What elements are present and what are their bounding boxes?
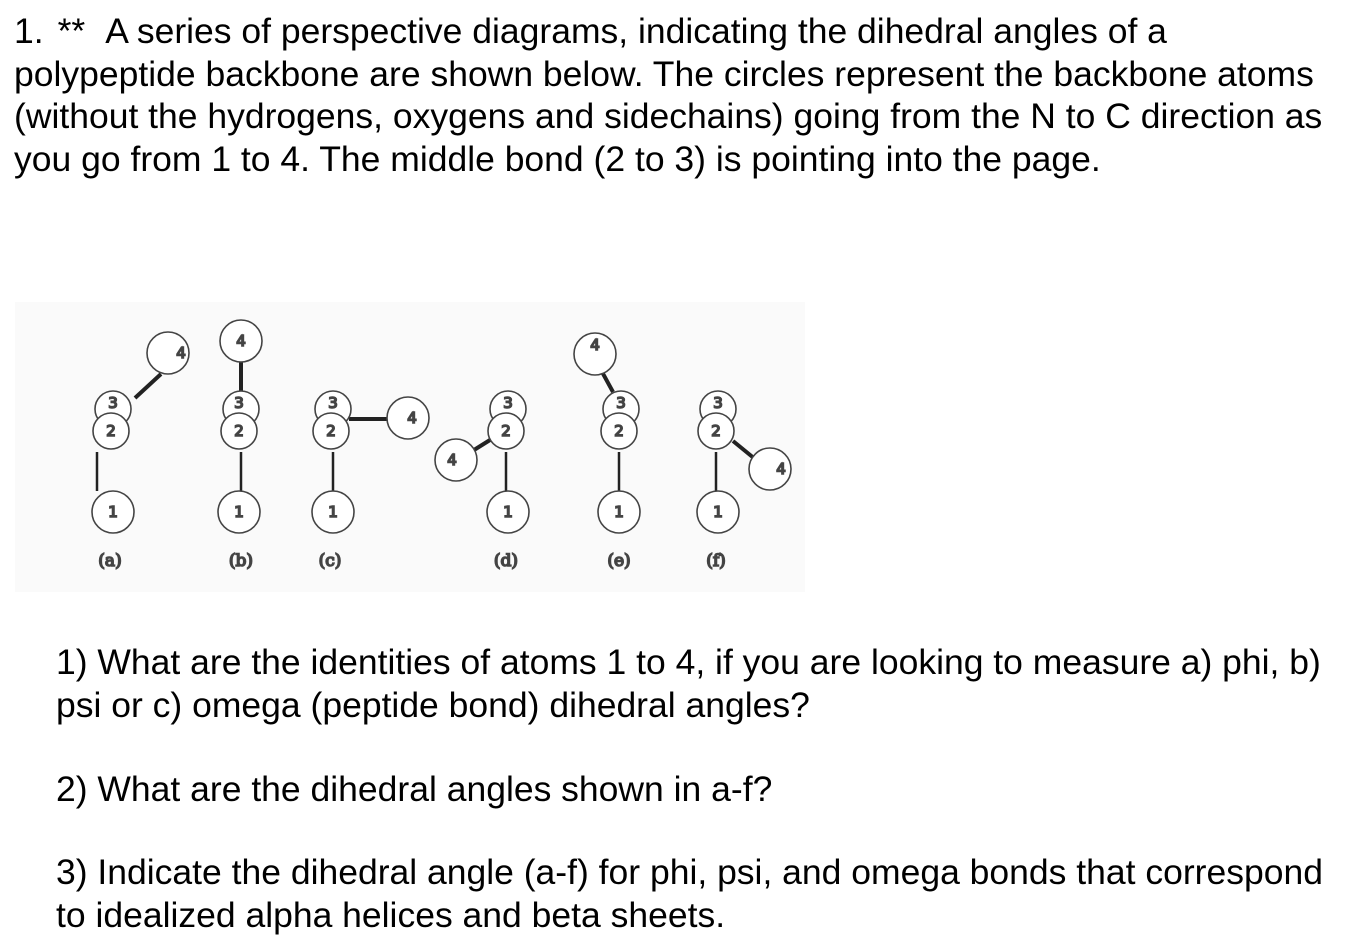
difficulty-stars: **	[57, 11, 86, 51]
panel-label-c: (c)	[318, 551, 342, 571]
atom-label-3: 3	[328, 394, 338, 412]
atom-label-1: 1	[614, 503, 624, 521]
atom-label-1: 1	[503, 503, 513, 521]
atom-label-1: 1	[328, 503, 338, 521]
panel-label-b: (b)	[228, 551, 254, 571]
bond-3-4-f	[733, 441, 755, 459]
question-2: 2) What are the dihedral angles shown in a-f?	[56, 769, 773, 809]
problem-intro: A series of perspective diagrams, indicating the dihedral angles of a polypeptide backbone are shown below. The circles represent the backbone atoms (without the hydrogens, oxygens and sidechains) going from the N to C direction as you go from 1 to 4. The middle bond (2 to 3) is pointing into the page.	[14, 11, 1323, 179]
atom-label-2: 2	[106, 422, 116, 440]
diagram-f	[697, 391, 791, 571]
atom-label-1: 1	[713, 503, 723, 521]
atom-label-2: 2	[711, 422, 721, 440]
atom-label-4: 4	[236, 332, 246, 350]
dihedral-diagrams-svg	[15, 302, 805, 592]
diagram-d	[435, 391, 529, 571]
atom-label-3: 3	[616, 394, 626, 412]
diagram-b	[218, 320, 262, 571]
atom-label-4: 4	[776, 460, 786, 478]
panel-label-e: (e)	[607, 551, 631, 571]
atom-label-1: 1	[108, 503, 118, 521]
atom-label-2: 2	[234, 422, 244, 440]
diagram-c	[312, 391, 429, 571]
diagram-a	[92, 332, 189, 571]
atom-label-2: 2	[614, 422, 624, 440]
panel-label-a: (a)	[98, 551, 122, 571]
atom-label-4: 4	[407, 409, 417, 427]
bond-3-4-a	[135, 374, 161, 398]
atom-label-3: 3	[234, 394, 244, 412]
question-1: 1) What are the identities of atoms 1 to 4, if you are looking to measure a) phi, b) psi or c) omega (peptide bond) dihedral angles?	[56, 642, 1321, 725]
atom-label-3: 3	[108, 394, 118, 412]
problem-statement	[14, 10, 1334, 180]
dihedral-diagrams-figure	[15, 302, 805, 592]
atom-label-4: 4	[590, 336, 600, 354]
panel-label-d: (d)	[493, 551, 519, 571]
atom-label-3: 3	[713, 394, 723, 412]
panel-label-f: (f)	[706, 551, 726, 571]
problem-number: 1.	[14, 11, 44, 51]
atom-label-2: 2	[326, 422, 336, 440]
atom-label-3: 3	[503, 394, 513, 412]
atom-label-2: 2	[501, 422, 511, 440]
atom-label-1: 1	[234, 503, 244, 521]
diagram-e	[574, 333, 640, 571]
atom-label-4: 4	[447, 451, 457, 469]
question-3: 3) Indicate the dihedral angle (a-f) for phi, psi, and omega bonds that correspond to idealized alpha helices and beta sheets.	[56, 852, 1323, 935]
atom-label-4: 4	[176, 344, 186, 362]
